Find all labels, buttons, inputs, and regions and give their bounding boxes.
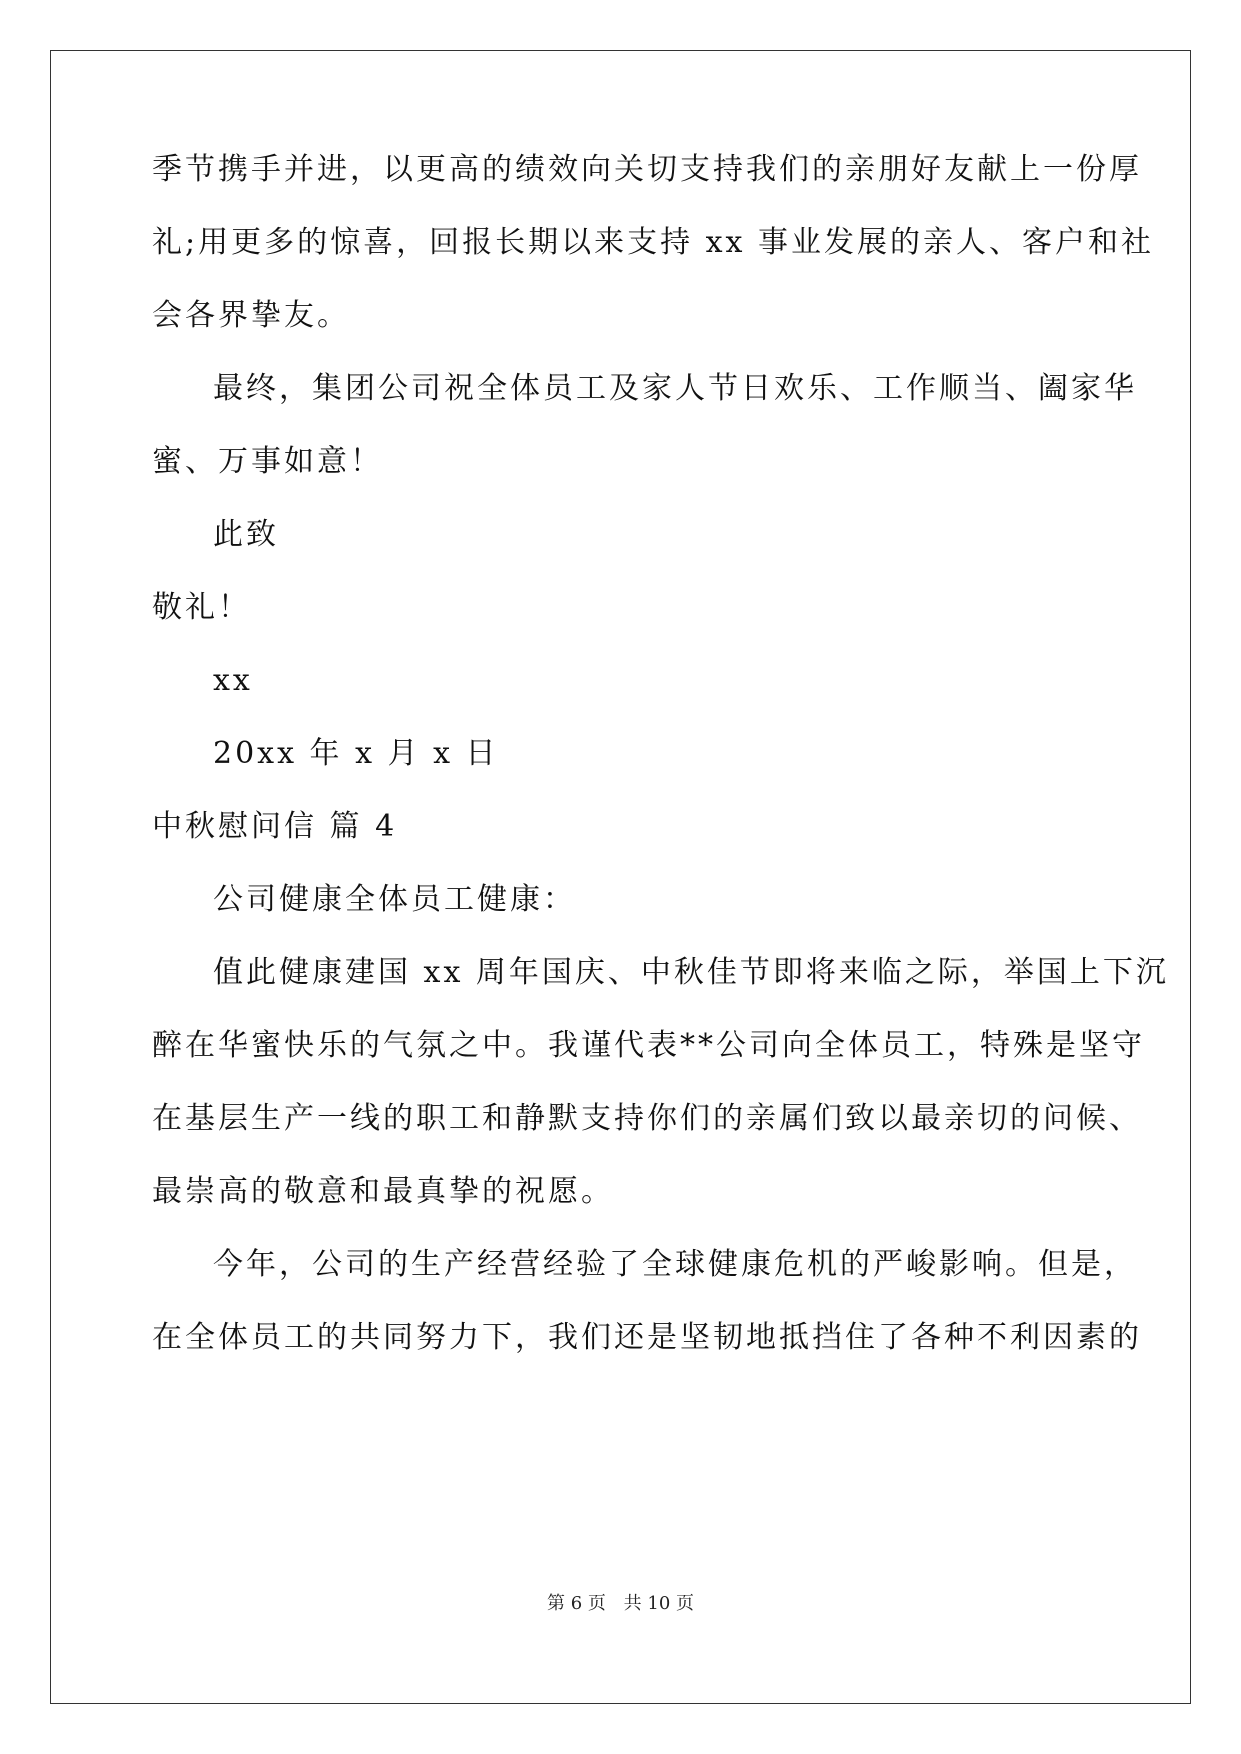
paragraph-line: 季节携手并进，以更高的绩效向关切支持我们的亲朋好友献上一份厚 [152, 152, 1142, 187]
salutation: 敬礼！ [152, 590, 251, 625]
paragraph-line: 最崇高的敬意和最真挚的祝愿。 [152, 1174, 614, 1209]
paragraph-line: 在全体员工的共同努力下，我们还是坚韧地抵挡住了各种不利因素的 [152, 1320, 1142, 1355]
signature-name: xx [213, 663, 253, 698]
page-footer [0, 1592, 1241, 1616]
greeting-line: 公司健康全体员工健康： [213, 882, 576, 917]
paragraph-line: 在基层生产一线的职工和静默支持你们的亲属们致以最亲切的问候、 [152, 1101, 1142, 1136]
paragraph-line: 礼;用更多的惊喜，回报长期以来支持 xx 事业发展的亲人、客户和社 [152, 225, 1155, 260]
closing-phrase: 此致 [213, 517, 279, 552]
paragraph-line: 今年，公司的生产经营经验了全球健康危机的严峻影响。但是， [213, 1247, 1137, 1282]
paragraph-line: 会各界挚友。 [152, 298, 350, 333]
page-number: 第 6 页 [547, 1593, 606, 1614]
signature-date: 20xx 年 x 月 x 日 [213, 736, 499, 771]
paragraph-line: 最终，集团公司祝全体员工及家人节日欢乐、工作顺当、阖家华 [213, 371, 1137, 406]
page-total: 共 10 页 [623, 1593, 694, 1614]
paragraph-line: 值此健康建国 xx 周年国庆、中秋佳节即将来临之际，举国上下沉 [213, 955, 1169, 990]
paragraph-line: 蜜、万事如意！ [152, 444, 383, 479]
paragraph-line: 醉在华蜜快乐的气氛之中。我谨代表**公司向全体员工，特殊是坚守 [152, 1028, 1145, 1063]
section-heading: 中秋慰问信 篇 4 [152, 809, 398, 844]
